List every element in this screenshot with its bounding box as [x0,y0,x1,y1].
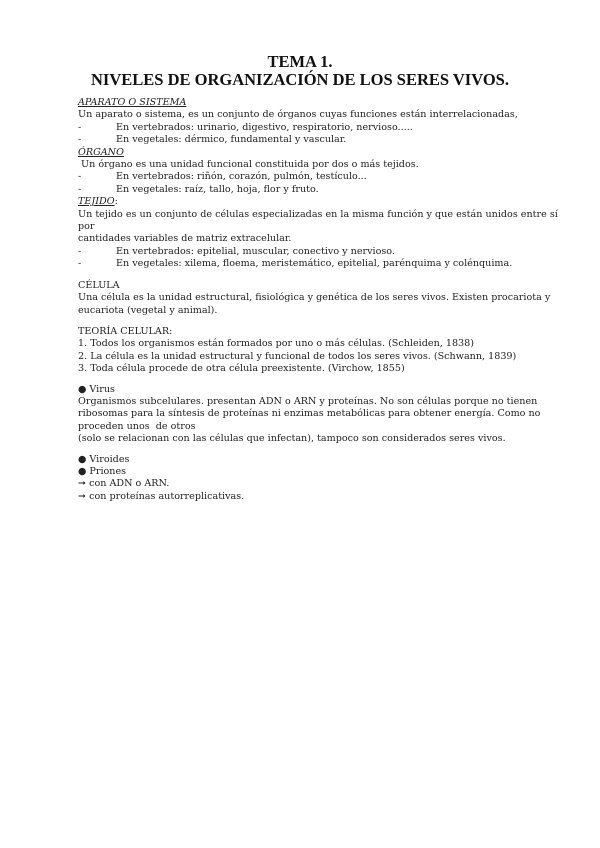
virus-text-line3: proceden unos de otros [78,420,196,432]
spacer [78,446,538,454]
page-title: TEMA 1. [267,52,333,71]
arrow-item: ➞ con ADN o ARN. [78,478,170,490]
spacer [78,317,538,326]
section-heading-tejido: TEJIDO [78,196,115,208]
bullet-dash: - [78,183,82,195]
bullet-dash: - [78,134,82,146]
list-item: - En vegetales: dérmico, fundamental y vascular. [78,134,347,146]
tejido-definition-line2: por [78,221,95,233]
teoria-item: 2. La célula es la unidad estructural y funcional de todos los seres vivos. (Schwann, 1839) [78,350,517,362]
virus-text-line4: (solo se relacionan con las células que infectan), tampoco son considerados seres vivos. [78,433,506,445]
tejido-definition-line3: cantidades variables de matriz extracelular. [78,233,292,245]
section-heading-celula: CÉLULA [78,279,120,291]
bullet-dash: - [78,121,82,133]
list-item: - En vegetales: xilema, floema, meristemático, epitelial, parénquima y colénquima. [78,258,513,270]
section-heading-teoria: TEORÍA CELULAR: [78,325,173,337]
organo-definition: Un órgano es una unidad funcional constituida por dos o más tejidos. [78,159,419,171]
section-heading-virus: ● Virus [78,383,115,395]
section-heading-tejido-row [78,196,538,208]
celula-text-line1: Una célula es la unidad estructural, fisiológica y genética de los seres vivos. Existen procariota y [78,292,551,304]
virus-text-line1: Organismos subcelulares. presentan ADN o ARN y proteínas. No son células porque no tienen [78,395,538,407]
list-item: - En vertebrados: epitelial, muscular, conectivo y nervioso. [78,245,395,257]
spacer [78,271,538,280]
tejido-definition-line1: Un tejido es un conjunto de células especializadas en la misma función y que están unidos entre sí [78,208,558,220]
bullet-dash: - [78,258,82,270]
aparato-definition: Un aparato o sistema, es un conjunto de órganos cuyas funciones están interrelacionadas, [78,109,518,121]
document-body [78,97,558,503]
heading-colon: : [114,196,118,208]
list-item: - En vegetales: raíz, tallo, hoja, flor y fruto. [78,183,319,195]
bullet-dash: - [78,171,82,183]
list-item-priones: ● Priones [78,465,127,477]
spacer [78,376,538,384]
list-item-viroides: ● Viroides [78,453,130,465]
teoria-item: 3. Toda célula procede de otra célula preexistente. (Virchow, 1855) [78,363,405,375]
bullet-dash: - [78,245,82,257]
teoria-item: 1. Todos los organismos están formados por uno o más células. (Schleiden, 1838) [78,338,474,350]
virus-text-line2: ribosomas para la síntesis de proteínas ni enzimas metabólicas para obtener energía. Como no [78,408,541,420]
list-item: - En vertebrados: urinario, digestivo, respiratorio, nervioso..... [78,121,413,133]
section-heading-organo: ÓRGANO [78,146,124,158]
section-heading-aparato: APARATO O SISTEMA [78,97,187,108]
page-subtitle: NIVELES DE ORGANIZACIÓN DE LOS SERES VIVOS. [91,70,509,89]
arrow-item: ➞ con proteínas autorreplicativas. [78,490,245,502]
celula-text-line2: eucariota (vegetal y animal). [78,304,218,316]
list-item: - En vertebrados: riñón, corazón, pulmón, testículo... [78,171,367,183]
